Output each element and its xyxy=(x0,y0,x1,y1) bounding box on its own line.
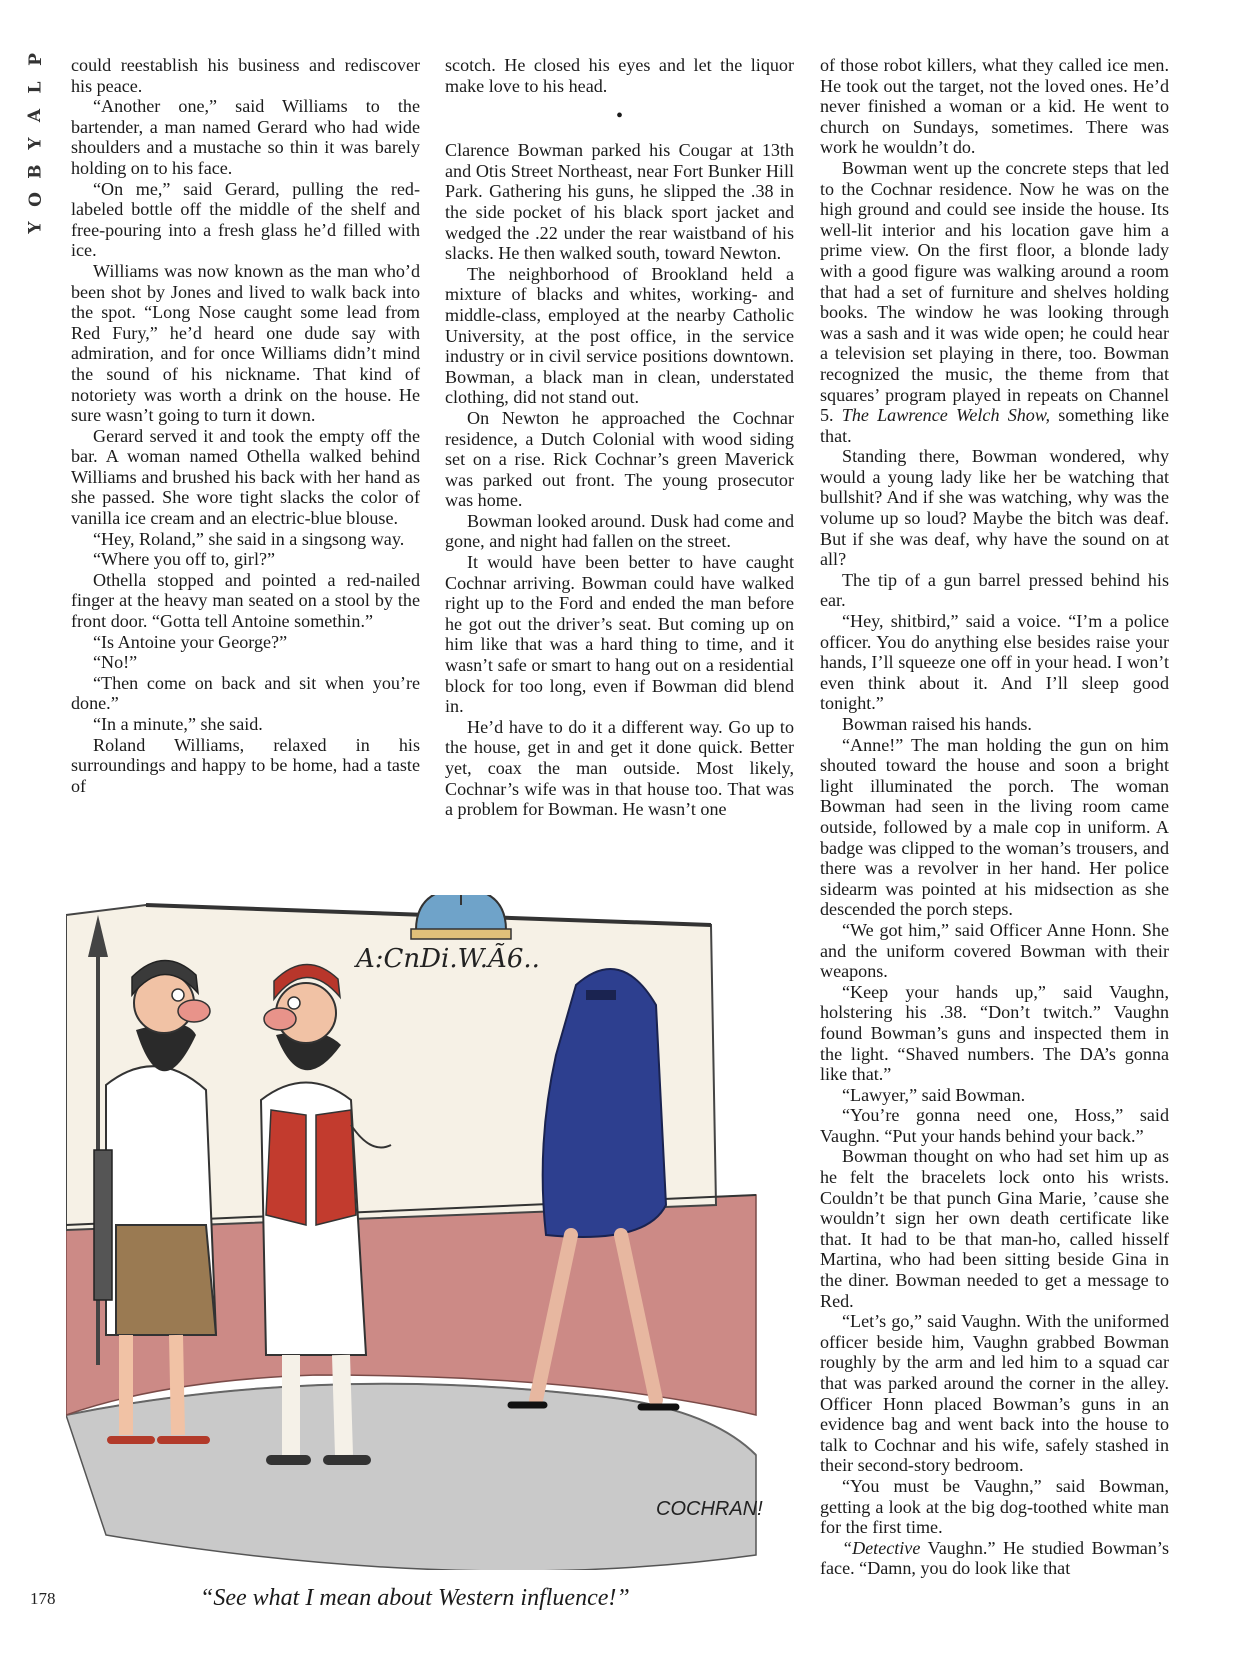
masthead-letter: O xyxy=(25,192,46,207)
section-break-bullet: • xyxy=(615,105,623,128)
paragraph: He’d have to do it a different way. Go up to the house, get in and get it done quick. Better yet, coax the man outside. Most likely, Cochnar’s wife was in that house too. That was a problem for Bowman. He wasn’t one xyxy=(445,716,794,820)
cartoon-illustration xyxy=(66,895,798,1570)
man1-skirt xyxy=(116,1225,216,1335)
paragraph: Clarence Bowman parked his Cougar at 13th and Otis Street Northeast, near Fort Bunker Hill Park. Gathering his guns, he slipped the .38 in the side pocket of his black sport jacket and wedged the .22 under the rear waistband of his slacks. He then walked south, toward Newton. xyxy=(445,140,794,264)
artist-signature: COCHRAN! xyxy=(656,1498,763,1520)
paragraph: Roland Williams, relaxed in his surroundings and happy to be home, had a taste of xyxy=(71,734,420,796)
paragraph: “Is Antoine your George?” xyxy=(93,631,288,652)
paragraph: “In a minute,” she said. xyxy=(93,714,263,734)
paragraph: “On me,” said Gerard, pulling the red-labeled bottle off the middle of the shelf and free-pouring into a fresh glass he’d filled with ice. xyxy=(71,178,420,261)
article-column-1 xyxy=(71,55,420,796)
man1-eye xyxy=(172,989,184,1001)
paragraph: It would have been better to have caught Cochnar arriving. Bowman could have walked right up to the Ford and ended the man before he got out the driver’s seat. But coming up on him like that was a hard thing to time, and it wasn’t safe or smart to hang out on a residential block for too long, even if Bowman did blend in. xyxy=(445,552,794,717)
cartoon-caption: “See what I mean about Western influence!” xyxy=(200,1585,630,1611)
paragraph: Bowman thought on who had set him up as he felt the bracelets lock onto his wrists. Couldn’t be that punch Gina Marie, ’cause she wouldn’t sign her own death certificate like that. It had to be that man-ho, called hisself Martina, who had been sitting beside Gina in the diner. Bowman needed to get a message to Red. xyxy=(820,1146,1169,1311)
wall-script-text: A:CnDi.W.Ã6.. xyxy=(356,944,540,974)
masthead-letter: A xyxy=(25,108,46,123)
show-title: The Lawrence Welch Show, xyxy=(841,405,1051,426)
masthead-letter: Y xyxy=(25,221,46,234)
paragraph-text: Bowman went up the concrete steps that led to the Cochnar residence. Now he was on the high ground and could see inside the house. Its well-lit interior and his location gave him a prime view. On the first floor, a blonde lady with a good figure was walking around a room that had a set of furniture and shelves holding books. The window he was looking through was a sash and it was wide open; he could hear a television set playing in there, too. Bowman recognized the music, the theme from that squares’ program played in repeats on Channel 5. xyxy=(820,157,1169,426)
paragraph-text: Vaughn.” He studied Bowman’s face. “Damn, you do look like that xyxy=(820,1537,1169,1579)
article-column-2 xyxy=(445,55,794,820)
paragraph: “Let’s go,” said Vaughn. With the uniformed officer beside him, Vaughn grabbed Bowman roughly by the arm and led him to a squad car that was parked around the corner in the alley. Officer Honn placed Bowman’s guns in an evidence bag and went back into the house to talk to Cochnar and his wife, safely stashed in their second-story bedroom. xyxy=(820,1311,1169,1476)
paragraph: Bowman looked around. Dusk had come and gone, and night had fallen on the street. xyxy=(445,510,794,552)
paragraph: “Hey, Roland,” she said in a singsong way. xyxy=(93,528,405,549)
dome-base xyxy=(411,929,511,939)
paragraph: “Where you off to, girl?” xyxy=(93,549,276,570)
paragraph: “Anne!” The man holding the gun on him shouted toward the house and soon a bright light illuminated the porch. The woman Bowman had seen in the living room came outside, followed by a male cop in uniform. A badge was clipped to the woman’s trousers, and there was a revolver in her hand. Her police sidearm was pointed at his midsection as she descended the porch steps. xyxy=(820,734,1169,920)
magazine-masthead xyxy=(26,50,46,237)
masthead-letter: L xyxy=(25,81,46,94)
paragraph: Williams was now known as the man who’d been shot by Jones and lived to walk back into the spot. “Long Nose caught some lead from Red Fury,” he’d heard one dude say with admiration, and for once Williams didn’t mind the sound of his nickname. That kind of notoriety was worth a drink on the house. He sure wasn’t going to turn it down. xyxy=(71,260,420,426)
paragraph: The tip of a gun barrel pressed behind his ear. xyxy=(820,569,1169,611)
paragraph: “You must be Vaughn,” said Bowman, getting a look at the big dog-toothed white man for the first time. xyxy=(820,1475,1169,1538)
paragraph: Gerard served it and took the empty off the bar. A woman named Othella walked behind Williams and brushed his back with her hand as she passed. She wore tight slacks the color of vanilla ice cream and an electric-blue blouse. xyxy=(71,425,420,529)
masthead-letter: Y xyxy=(25,137,46,150)
man2-nose xyxy=(264,1008,296,1030)
paragraph: Othella stopped and pointed a red-nailed finger at the heavy man seated on a stool by the front door. “Gotta tell Antoine somethin.” xyxy=(71,569,420,632)
paragraph: of those robot killers, what they called ice men. He took out the target, not the loved ones. He’d never finished a woman or a kid. He went to church on Sundays, sometimes. There was work he wouldn’t do. xyxy=(820,55,1169,158)
paragraph: could reestablish his business and rediscover his peace. xyxy=(71,55,420,96)
paragraph: “Lawyer,” said Bowman. xyxy=(842,1084,1026,1105)
emphasis-text: “Detective xyxy=(842,1537,921,1558)
paragraph: “Hey, shitbird,” said a voice. “I’m a police officer. You do anything else besides raise your hands, I’ll squeeze one off in your head. I won’t even think about it. And I’ll sleep good tonight.” xyxy=(820,611,1169,714)
paragraph: The neighborhood of Brookland held a mixture of blacks and whites, working- and middle-class, employed at the nearby Catholic University, at the post office, in the service industry or in civil service positions downtown. Bowman, a black man in clean, understated clothing, did not stand out. xyxy=(445,263,794,408)
paragraph: scotch. He closed his eyes and let the liquor make love to his head. xyxy=(445,55,794,96)
paragraph: “Keep your hands up,” said Vaughn, holstering his .38. “Don’t twitch.” Vaughn found Bowman’s guns and inspected them in the light. “Shaved numbers. The DA’s gonna like that.” xyxy=(820,981,1169,1085)
paragraph xyxy=(820,1538,1169,1579)
paragraph-text: something like that. xyxy=(820,405,1169,446)
masthead-letter: P xyxy=(25,53,46,66)
man1-rifle xyxy=(94,1150,112,1300)
paragraph: Standing there, Bowman wondered, why would a young lady like her be watching that bullshit? And if she was watching, why was the volume up so loud? Maybe the bitch was deaf. But if she was deaf, why have the sound on at all? xyxy=(820,446,1169,570)
paragraph: On Newton he approached the Cochnar residence, a Dutch Colonial with wood siding set on a rise. Rick Cochnar’s green Maverick was parked out front. The young prosecutor was home. xyxy=(445,407,794,511)
paragraph: “We got him,” said Officer Anne Honn. She and the uniform covered Bowman with their weapons. xyxy=(820,919,1169,982)
article-column-3 xyxy=(820,55,1169,1579)
masthead-letter: B xyxy=(25,164,46,179)
paragraph: “You’re gonna need one, Hoss,” said Vaughn. “Put your hands behind your back.” xyxy=(820,1105,1169,1146)
paragraph: “No!” xyxy=(93,652,138,673)
paragraph: “Another one,” said Williams to the bartender, a man named Gerard who had wide shoulders and a mustache so thin it was barely holding on to his face. xyxy=(71,96,420,178)
burqa-face-mesh xyxy=(586,990,616,1000)
man1-nose xyxy=(178,1000,210,1022)
page-number: 178 xyxy=(30,1589,56,1608)
man2-eye xyxy=(288,997,300,1009)
paragraph xyxy=(820,158,1169,446)
paragraph: Bowman raised his hands. xyxy=(842,714,1032,734)
street-ground xyxy=(66,1384,756,1570)
paragraph: “Then come on back and sit when you’re done.” xyxy=(71,672,420,714)
